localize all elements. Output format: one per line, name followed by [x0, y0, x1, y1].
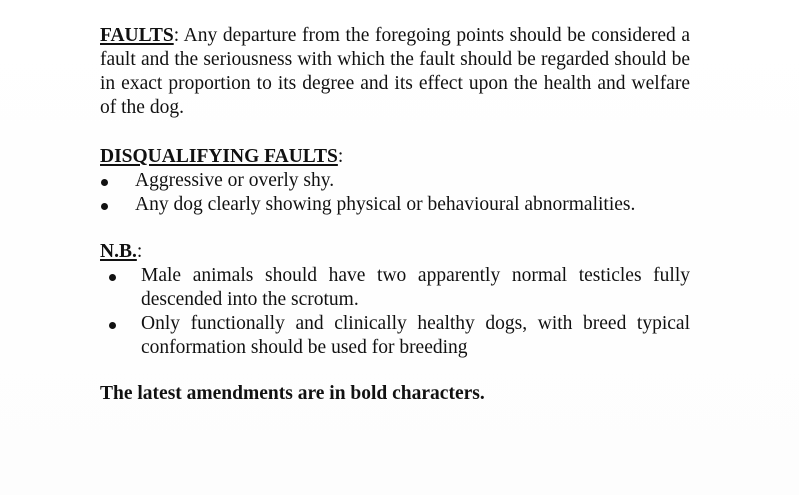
nb-colon: : [136, 241, 143, 262]
list-item-text: Any dog clearly showing physical or behavioural abnormalities. [135, 194, 636, 215]
list-item [100, 193, 690, 217]
disqualifying-faults-label: DISQUALIFYING FAULTS [100, 146, 338, 167]
spacer [100, 217, 690, 240]
disqualifying-faults-colon: : [337, 146, 344, 167]
faults-paragraph [100, 24, 690, 120]
list-item [100, 312, 690, 360]
amendments-note: The latest amendments are in bold characters. [100, 383, 485, 404]
bullet-icon [101, 179, 108, 186]
list-item-text: Only functionally and clinically healthy dogs, with breed typical conformation should be used for breeding [141, 313, 690, 358]
document-content [100, 24, 690, 406]
nb-label: N.B. [100, 241, 137, 262]
faults-heading: FAULTS [100, 25, 174, 46]
list-item-text: Male animals should have two apparently normal testicles fully descended into the scrotum. [141, 265, 690, 310]
faults-text: Any departure from the foregoing points should be considered a fault and the seriousness with which the fault should be regarded should be in exact proportion to its degree and its effect upon the health and welfare of the dog. [100, 25, 690, 118]
bullet-icon [109, 322, 116, 329]
bullet-icon [101, 203, 108, 210]
faults-colon: : [173, 25, 180, 46]
disqualifying-faults-heading [100, 145, 690, 169]
list-item [100, 169, 690, 193]
bullet-icon [109, 274, 116, 281]
nb-list [100, 264, 690, 360]
list-item-text: Aggressive or overly shy. [135, 170, 335, 191]
disqualifying-faults-list [100, 169, 690, 217]
spacer [100, 360, 690, 382]
nb-heading [100, 240, 690, 264]
spacer [100, 120, 690, 145]
list-item [100, 264, 690, 312]
